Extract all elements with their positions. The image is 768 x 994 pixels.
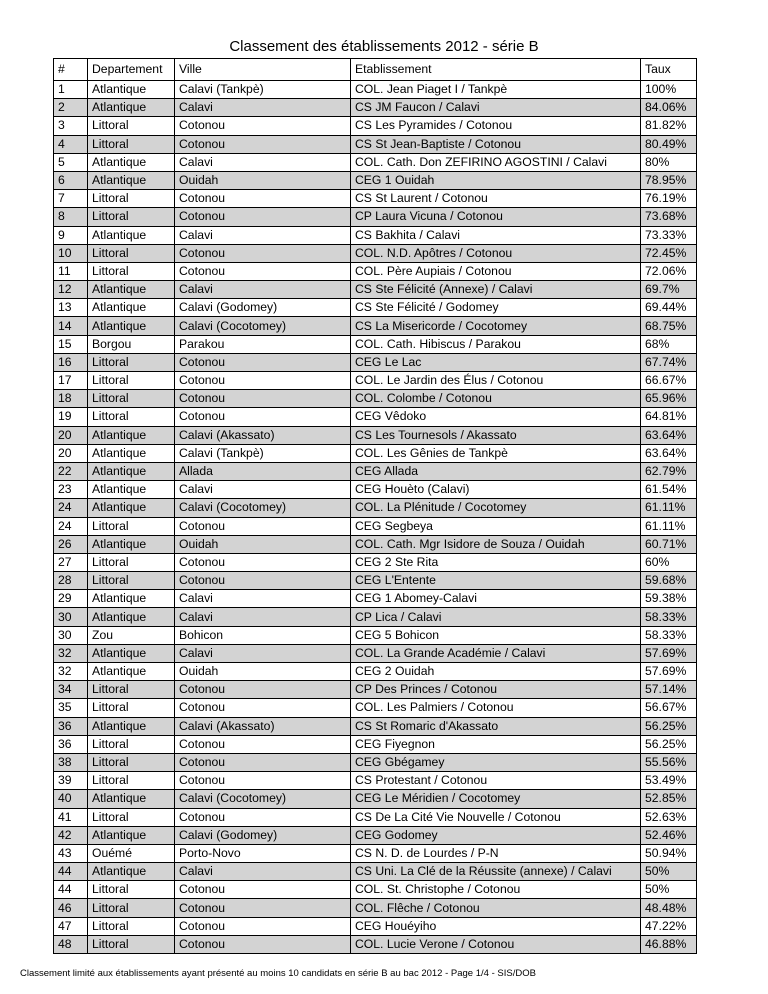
departement-cell: Littoral [88, 372, 175, 390]
rank-cell: 6 [54, 171, 88, 189]
etablissement-cell: CEG 5 Bohicon [351, 626, 641, 644]
rank-cell: 24 [54, 499, 88, 517]
taux-cell: 73.33% [641, 226, 697, 244]
table-body [54, 81, 697, 954]
table-row [54, 590, 697, 608]
departement-cell: Littoral [88, 735, 175, 753]
etablissement-cell: COL. La Grande Académie / Calavi [351, 644, 641, 662]
etablissement-cell: COL. Les Palmiers / Cotonou [351, 699, 641, 717]
departement-cell: Atlantique [88, 444, 175, 462]
departement-cell: Littoral [88, 408, 175, 426]
taux-cell: 59.68% [641, 572, 697, 590]
rank-cell: 17 [54, 372, 88, 390]
departement-cell: Borgou [88, 335, 175, 353]
rank-cell: 1 [54, 81, 88, 99]
taux-cell: 48.48% [641, 899, 697, 917]
table-row [54, 644, 697, 662]
taux-cell: 57.14% [641, 681, 697, 699]
rank-cell: 44 [54, 881, 88, 899]
taux-cell: 61.54% [641, 481, 697, 499]
taux-cell: 56.25% [641, 735, 697, 753]
taux-cell: 76.19% [641, 190, 697, 208]
table-row [54, 135, 697, 153]
table-row [54, 99, 697, 117]
rank-cell: 30 [54, 626, 88, 644]
taux-cell: 59.38% [641, 590, 697, 608]
departement-cell: Littoral [88, 135, 175, 153]
etablissement-cell: CP Laura Vicuna / Cotonou [351, 208, 641, 226]
table-row [54, 553, 697, 571]
departement-cell: Zou [88, 626, 175, 644]
ville-cell: Cotonou [175, 935, 351, 953]
etablissement-cell: COL. Flêche / Cotonou [351, 899, 641, 917]
taux-cell: 55.56% [641, 753, 697, 771]
etablissement-cell: CEG Vêdoko [351, 408, 641, 426]
departement-cell: Atlantique [88, 790, 175, 808]
ville-cell: Cotonou [175, 772, 351, 790]
rank-cell: 2 [54, 99, 88, 117]
ville-cell: Ouidah [175, 535, 351, 553]
departement-cell: Littoral [88, 353, 175, 371]
ville-cell: Cotonou [175, 208, 351, 226]
etablissement-cell: COL. Cath. Hibiscus / Parakou [351, 335, 641, 353]
departement-cell: Littoral [88, 517, 175, 535]
rank-cell: 11 [54, 262, 88, 280]
table-row [54, 663, 697, 681]
rank-cell: 18 [54, 390, 88, 408]
etablissement-cell: COL. Cath. Mgr Isidore de Souza / Ouidah [351, 535, 641, 553]
etablissement-cell: CEG 1 Ouidah [351, 171, 641, 189]
departement-cell: Littoral [88, 190, 175, 208]
departement-cell: Atlantique [88, 535, 175, 553]
etablissement-cell: CS Ste Félicité (Annexe) / Calavi [351, 281, 641, 299]
taux-cell: 78.95% [641, 171, 697, 189]
etablissement-cell: CS Ste Félicité / Godomey [351, 299, 641, 317]
etablissement-cell: COL. N.D. Apôtres / Cotonou [351, 244, 641, 262]
taux-cell: 66.67% [641, 372, 697, 390]
header-row [54, 59, 697, 81]
etablissement-cell: CEG Le Méridien / Cocotomey [351, 790, 641, 808]
ville-cell: Calavi (Tankpè) [175, 81, 351, 99]
rank-cell: 28 [54, 572, 88, 590]
rank-cell: 36 [54, 735, 88, 753]
rank-cell: 16 [54, 353, 88, 371]
taux-cell: 84.06% [641, 99, 697, 117]
table-row [54, 117, 697, 135]
etablissement-cell: CP Des Princes / Cotonou [351, 681, 641, 699]
rank-cell: 36 [54, 717, 88, 735]
table-row [54, 426, 697, 444]
etablissement-cell: CEG Godomey [351, 826, 641, 844]
rank-cell: 12 [54, 281, 88, 299]
table-row [54, 626, 697, 644]
ville-cell: Cotonou [175, 135, 351, 153]
departement-cell: Littoral [88, 808, 175, 826]
table-row [54, 481, 697, 499]
taux-cell: 56.25% [641, 717, 697, 735]
taux-cell: 50% [641, 881, 697, 899]
departement-cell: Littoral [88, 753, 175, 771]
taux-cell: 69.44% [641, 299, 697, 317]
ville-cell: Calavi (Godomey) [175, 299, 351, 317]
departement-cell: Littoral [88, 208, 175, 226]
rank-cell: 30 [54, 608, 88, 626]
table-row [54, 735, 697, 753]
table-row [54, 281, 697, 299]
taux-cell: 72.06% [641, 262, 697, 280]
taux-cell: 61.11% [641, 517, 697, 535]
col-header-taux: Taux [641, 59, 697, 81]
table-row [54, 790, 697, 808]
table-row [54, 572, 697, 590]
table-row [54, 262, 697, 280]
departement-cell: Littoral [88, 681, 175, 699]
etablissement-cell: CEG 2 Ste Rita [351, 553, 641, 571]
ville-cell: Cotonou [175, 917, 351, 935]
taux-cell: 81.82% [641, 117, 697, 135]
taux-cell: 61.11% [641, 499, 697, 517]
departement-cell: Atlantique [88, 462, 175, 480]
departement-cell: Atlantique [88, 863, 175, 881]
departement-cell: Atlantique [88, 481, 175, 499]
ville-cell: Calavi [175, 153, 351, 171]
departement-cell: Atlantique [88, 317, 175, 335]
taux-cell: 46.88% [641, 935, 697, 953]
etablissement-cell: CS St Laurent / Cotonou [351, 190, 641, 208]
taux-cell: 100% [641, 81, 697, 99]
departement-cell: Littoral [88, 917, 175, 935]
ville-cell: Calavi [175, 590, 351, 608]
table-row [54, 917, 697, 935]
etablissement-cell: CEG Segbeya [351, 517, 641, 535]
ville-cell: Cotonou [175, 699, 351, 717]
etablissement-cell: COL. Le Jardin des Élus / Cotonou [351, 372, 641, 390]
table-row [54, 153, 697, 171]
table-row [54, 717, 697, 735]
ville-cell: Cotonou [175, 517, 351, 535]
taux-cell: 80.49% [641, 135, 697, 153]
taux-cell: 47.22% [641, 917, 697, 935]
taux-cell: 57.69% [641, 644, 697, 662]
ville-cell: Cotonou [175, 390, 351, 408]
etablissement-cell: COL. St. Christophe / Cotonou [351, 881, 641, 899]
rank-cell: 32 [54, 663, 88, 681]
table-row [54, 317, 697, 335]
taux-cell: 72.45% [641, 244, 697, 262]
ville-cell: Calavi [175, 644, 351, 662]
departement-cell: Atlantique [88, 281, 175, 299]
etablissement-cell: CS Bakhita / Calavi [351, 226, 641, 244]
rank-cell: 20 [54, 426, 88, 444]
departement-cell: Littoral [88, 244, 175, 262]
etablissement-cell: COL. La Plénitude / Cocotomey [351, 499, 641, 517]
rank-cell: 46 [54, 899, 88, 917]
table-row [54, 935, 697, 953]
ville-cell: Calavi (Cocotomey) [175, 317, 351, 335]
departement-cell: Atlantique [88, 644, 175, 662]
rank-cell: 9 [54, 226, 88, 244]
ville-cell: Calavi (Cocotomey) [175, 790, 351, 808]
table-row [54, 899, 697, 917]
table-row [54, 335, 697, 353]
taux-cell: 63.64% [641, 426, 697, 444]
departement-cell: Atlantique [88, 426, 175, 444]
table-row [54, 208, 697, 226]
ranking-table [53, 58, 697, 954]
taux-cell: 50% [641, 863, 697, 881]
ville-cell: Calavi (Godomey) [175, 826, 351, 844]
rank-cell: 8 [54, 208, 88, 226]
rank-cell: 3 [54, 117, 88, 135]
ville-cell: Cotonou [175, 572, 351, 590]
departement-cell: Littoral [88, 881, 175, 899]
table-row [54, 826, 697, 844]
rank-cell: 32 [54, 644, 88, 662]
rank-cell: 41 [54, 808, 88, 826]
table-row [54, 499, 697, 517]
departement-cell: Atlantique [88, 81, 175, 99]
taux-cell: 73.68% [641, 208, 697, 226]
etablissement-cell: CEG Houèto (Calavi) [351, 481, 641, 499]
table-row [54, 444, 697, 462]
etablissement-cell: CEG L'Entente [351, 572, 641, 590]
rank-cell: 35 [54, 699, 88, 717]
rank-cell: 40 [54, 790, 88, 808]
table-row [54, 353, 697, 371]
etablissement-cell: CEG Gbégamey [351, 753, 641, 771]
departement-cell: Atlantique [88, 608, 175, 626]
page-footer: Classement limité aux établissements ayant présenté au moins 10 candidats en série B au bac 2012 - Page 1/4 - SIS/DOB [20, 968, 536, 979]
table-row [54, 772, 697, 790]
taux-cell: 67.74% [641, 353, 697, 371]
departement-cell: Atlantique [88, 663, 175, 681]
taux-cell: 52.85% [641, 790, 697, 808]
ville-cell: Cotonou [175, 117, 351, 135]
rank-cell: 43 [54, 844, 88, 862]
ville-cell: Porto-Novo [175, 844, 351, 862]
table-row [54, 244, 697, 262]
ville-cell: Cotonou [175, 372, 351, 390]
etablissement-cell: CEG Le Lac [351, 353, 641, 371]
taux-cell: 56.67% [641, 699, 697, 717]
taux-cell: 58.33% [641, 626, 697, 644]
rank-cell: 38 [54, 753, 88, 771]
etablissement-cell: CS Les Tournesols / Akassato [351, 426, 641, 444]
etablissement-cell: CS La Misericorde / Cocotomey [351, 317, 641, 335]
taux-cell: 69.7% [641, 281, 697, 299]
taux-cell: 57.69% [641, 663, 697, 681]
taux-cell: 60% [641, 553, 697, 571]
departement-cell: Littoral [88, 572, 175, 590]
table-row [54, 608, 697, 626]
etablissement-cell: CEG 2 Ouidah [351, 663, 641, 681]
etablissement-cell: COL. Colombe / Cotonou [351, 390, 641, 408]
etablissement-cell: CEG Houéyiho [351, 917, 641, 935]
ville-cell: Ouidah [175, 171, 351, 189]
ville-cell: Cotonou [175, 190, 351, 208]
rank-cell: 47 [54, 917, 88, 935]
departement-cell: Littoral [88, 553, 175, 571]
ville-cell: Cotonou [175, 553, 351, 571]
etablissement-cell: CEG Allada [351, 462, 641, 480]
col-header-rank: # [54, 59, 88, 81]
rank-cell: 20 [54, 444, 88, 462]
ville-cell: Cotonou [175, 681, 351, 699]
ville-cell: Calavi (Akassato) [175, 426, 351, 444]
etablissement-cell: CS St Romaric d'Akassato [351, 717, 641, 735]
etablissement-cell: CEG 1 Abomey-Calavi [351, 590, 641, 608]
table-row [54, 171, 697, 189]
ville-cell: Ouidah [175, 663, 351, 681]
departement-cell: Littoral [88, 390, 175, 408]
ville-cell: Calavi [175, 863, 351, 881]
ville-cell: Calavi [175, 281, 351, 299]
rank-cell: 5 [54, 153, 88, 171]
ville-cell: Bohicon [175, 626, 351, 644]
taux-cell: 68.75% [641, 317, 697, 335]
table-row [54, 299, 697, 317]
ville-cell: Cotonou [175, 353, 351, 371]
ville-cell: Cotonou [175, 735, 351, 753]
table-row [54, 517, 697, 535]
ville-cell: Calavi (Tankpè) [175, 444, 351, 462]
rank-cell: 10 [54, 244, 88, 262]
ville-cell: Parakou [175, 335, 351, 353]
taux-cell: 50.94% [641, 844, 697, 862]
departement-cell: Littoral [88, 262, 175, 280]
rank-cell: 14 [54, 317, 88, 335]
page-title: Classement des établissements 2012 - série B [229, 38, 539, 55]
departement-cell: Atlantique [88, 171, 175, 189]
taux-cell: 53.49% [641, 772, 697, 790]
rank-cell: 29 [54, 590, 88, 608]
table-row [54, 226, 697, 244]
etablissement-cell: COL. Père Aupiais / Cotonou [351, 262, 641, 280]
ville-cell: Calavi [175, 608, 351, 626]
rank-cell: 24 [54, 517, 88, 535]
taux-cell: 52.63% [641, 808, 697, 826]
rank-cell: 27 [54, 553, 88, 571]
departement-cell: Atlantique [88, 226, 175, 244]
table-row [54, 81, 697, 99]
departement-cell: Littoral [88, 772, 175, 790]
departement-cell: Littoral [88, 699, 175, 717]
rank-cell: 23 [54, 481, 88, 499]
rank-cell: 13 [54, 299, 88, 317]
col-header-departement: Departement [88, 59, 175, 81]
taux-cell: 63.64% [641, 444, 697, 462]
ville-cell: Calavi [175, 99, 351, 117]
table-row [54, 681, 697, 699]
table-row [54, 863, 697, 881]
rank-cell: 4 [54, 135, 88, 153]
ville-cell: Cotonou [175, 753, 351, 771]
col-header-ville: Ville [175, 59, 351, 81]
rank-cell: 15 [54, 335, 88, 353]
etablissement-cell: CS Protestant / Cotonou [351, 772, 641, 790]
taux-cell: 65.96% [641, 390, 697, 408]
taux-cell: 52.46% [641, 826, 697, 844]
departement-cell: Atlantique [88, 826, 175, 844]
table-row [54, 390, 697, 408]
table-row [54, 535, 697, 553]
taux-cell: 58.33% [641, 608, 697, 626]
etablissement-cell: CS N. D. de Lourdes / P-N [351, 844, 641, 862]
ville-cell: Cotonou [175, 262, 351, 280]
ville-cell: Cotonou [175, 244, 351, 262]
table-row [54, 808, 697, 826]
departement-cell: Atlantique [88, 717, 175, 735]
ville-cell: Calavi [175, 226, 351, 244]
ville-cell: Cotonou [175, 408, 351, 426]
departement-cell: Atlantique [88, 153, 175, 171]
departement-cell: Littoral [88, 935, 175, 953]
etablissement-cell: CS De La Cité Vie Nouvelle / Cotonou [351, 808, 641, 826]
taux-cell: 62.79% [641, 462, 697, 480]
departement-cell: Ouémé [88, 844, 175, 862]
table-row [54, 408, 697, 426]
ville-cell: Cotonou [175, 881, 351, 899]
rank-cell: 19 [54, 408, 88, 426]
ville-cell: Cotonou [175, 808, 351, 826]
etablissement-cell: CS Les Pyramides / Cotonou [351, 117, 641, 135]
etablissement-cell: CP Lica / Calavi [351, 608, 641, 626]
table-row [54, 699, 697, 717]
departement-cell: Littoral [88, 899, 175, 917]
departement-cell: Atlantique [88, 99, 175, 117]
taux-cell: 64.81% [641, 408, 697, 426]
table-row [54, 844, 697, 862]
rank-cell: 42 [54, 826, 88, 844]
departement-cell: Littoral [88, 117, 175, 135]
rank-cell: 48 [54, 935, 88, 953]
table-row [54, 372, 697, 390]
ville-cell: Calavi (Akassato) [175, 717, 351, 735]
table-row [54, 190, 697, 208]
etablissement-cell: COL. Les Gênies de Tankpè [351, 444, 641, 462]
rank-cell: 22 [54, 462, 88, 480]
rank-cell: 34 [54, 681, 88, 699]
rank-cell: 44 [54, 863, 88, 881]
ville-cell: Calavi [175, 481, 351, 499]
etablissement-cell: CS St Jean-Baptiste / Cotonou [351, 135, 641, 153]
etablissement-cell: COL. Cath. Don ZEFIRINO AGOSTINI / Calavi [351, 153, 641, 171]
ville-cell: Cotonou [175, 899, 351, 917]
etablissement-cell: CEG Fiyegnon [351, 735, 641, 753]
etablissement-cell: CS JM Faucon / Calavi [351, 99, 641, 117]
taux-cell: 60.71% [641, 535, 697, 553]
etablissement-cell: COL. Lucie Verone / Cotonou [351, 935, 641, 953]
taux-cell: 68% [641, 335, 697, 353]
rank-cell: 26 [54, 535, 88, 553]
taux-cell: 80% [641, 153, 697, 171]
departement-cell: Atlantique [88, 590, 175, 608]
rank-cell: 39 [54, 772, 88, 790]
rank-cell: 7 [54, 190, 88, 208]
departement-cell: Atlantique [88, 499, 175, 517]
ville-cell: Allada [175, 462, 351, 480]
etablissement-cell: COL. Jean Piaget I / Tankpè [351, 81, 641, 99]
col-header-etablissement: Etablissement [351, 59, 641, 81]
departement-cell: Atlantique [88, 299, 175, 317]
table-row [54, 881, 697, 899]
ville-cell: Calavi (Cocotomey) [175, 499, 351, 517]
table-row [54, 753, 697, 771]
etablissement-cell: CS Uni. La Clé de la Réussite (annexe) / Calavi [351, 863, 641, 881]
table-row [54, 462, 697, 480]
